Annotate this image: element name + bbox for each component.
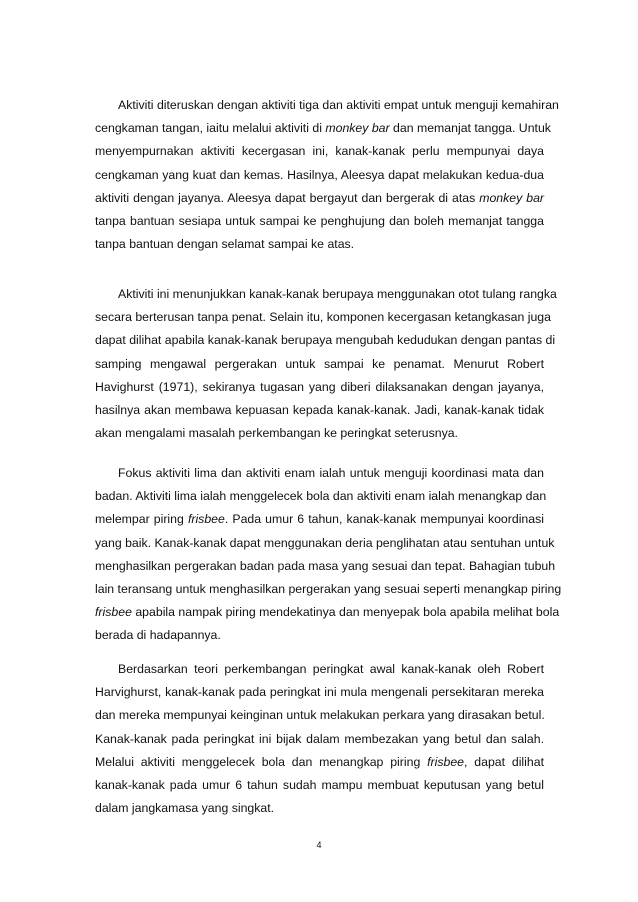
text-line: Aktiviti diteruskan dengan aktiviti tiga dan aktiviti empat untuk menguji kemahiran	[118, 98, 559, 112]
text-line: Melalui aktiviti menggelecek bola dan menangkap piring frisbee, dapat dilihat	[95, 754, 544, 769]
text-line: lain teransang untuk menghasilkan pergerakan yang sesuai seperti menangkap piring	[95, 581, 562, 596]
emphasis-term: frisbee	[95, 605, 132, 620]
text-line: samping mengawal pergerakan untuk sampai ke penamat. Menurut Robert	[95, 356, 544, 371]
text-line: Fokus aktiviti lima dan aktiviti enam ialah untuk menguji koordinasi mata dan	[118, 466, 544, 480]
text-line: aktiviti dengan jayanya. Aleesya dapat bergayut dan bergerak di atas monkey bar	[95, 190, 544, 205]
text-line: tanpa bantuan dengan selamat sampai ke atas.	[95, 237, 355, 252]
text-line: menghasilkan pergerakan badan pada masa yang sesuai dan tepat. Bahagian tubuh	[95, 558, 556, 573]
emphasis-term: monkey bar	[325, 121, 390, 136]
text-line: Berdasarkan teori perkembangan peringkat awal kanak-kanak oleh Robert	[118, 662, 544, 676]
text-line: dapat dilihat apabila kanak-kanak berupaya mengubah kedudukan dengan pantas di	[95, 333, 556, 348]
paragraph-coordination	[95, 462, 562, 648]
paragraph-grip-activities	[95, 94, 559, 256]
text-line: Kanak-kanak pada peringkat ini bijak dalam membezakan yang betul dan salah.	[95, 731, 544, 746]
text-line: dalam jangkamasa yang singkat.	[95, 801, 275, 816]
text-line: kanak-kanak pada umur 6 tahun sudah mampu membuat keputusan yang betul	[95, 777, 544, 792]
text-line: secara berterusan tanpa penat. Selain itu, komponen kecergasan ketangkasan juga	[95, 310, 551, 325]
text-line: melempar piring frisbee. Pada umur 6 tahun, kanak-kanak mempunyai koordinasi	[95, 512, 544, 527]
text-line: yang baik. Kanak-kanak dapat menggunakan deria penglihatan atau sentuhan untuk	[95, 535, 555, 550]
paragraph-muscle-agility	[95, 283, 557, 445]
text-line: Havighurst (1971), sekiranya tugasan yang diberi dilaksanakan dengan jayanya,	[95, 379, 544, 394]
text-line: menyempurnakan aktiviti kecergasan ini, kanak-kanak perlu mempunyai daya	[95, 144, 544, 159]
text-line: cengkaman yang kuat dan kemas. Hasilnya, Aleesya dapat melakukan kedua-dua	[95, 167, 544, 182]
emphasis-term: frisbee	[187, 512, 225, 527]
text-line: berada di hadapannya.	[95, 628, 221, 643]
emphasis-term: frisbee	[427, 754, 465, 769]
page-number: 4	[316, 840, 322, 850]
text-line: badan. Aktiviti lima ialah menggelecek bola dan aktiviti enam ialah menangkap dan	[95, 489, 547, 504]
text-line: Aktiviti ini menunjukkan kanak-kanak berupaya menggunakan otot tulang rangka	[118, 287, 557, 301]
text-line: akan mengalami masalah perkembangan ke peringkat seterusnya.	[95, 426, 458, 441]
text-line: Harvighurst, kanak-kanak pada peringkat ini mula mengenali persekitaran mereka	[95, 685, 544, 700]
text-line: dan mereka mempunyai keinginan untuk melakukan perkara yang dirasakan betul.	[95, 708, 545, 723]
text-line: tanpa bantuan sesiapa untuk sampai ke penghujung dan boleh memanjat tangga	[95, 213, 544, 228]
text-line: hasilnya akan membawa kepuasan kepada kanak-kanak. Jadi, kanak-kanak tidak	[95, 402, 544, 417]
emphasis-term: monkey bar	[479, 190, 544, 205]
text-line: cengkaman tangan, iaitu melalui aktiviti di monkey bar dan memanjat tangga. Untuk	[95, 121, 551, 136]
text-line: frisbee apabila nampak piring mendekatinya dan menyepak bola apabila melihat bola	[95, 605, 560, 620]
paragraph-havighurst-theory	[95, 658, 544, 820]
